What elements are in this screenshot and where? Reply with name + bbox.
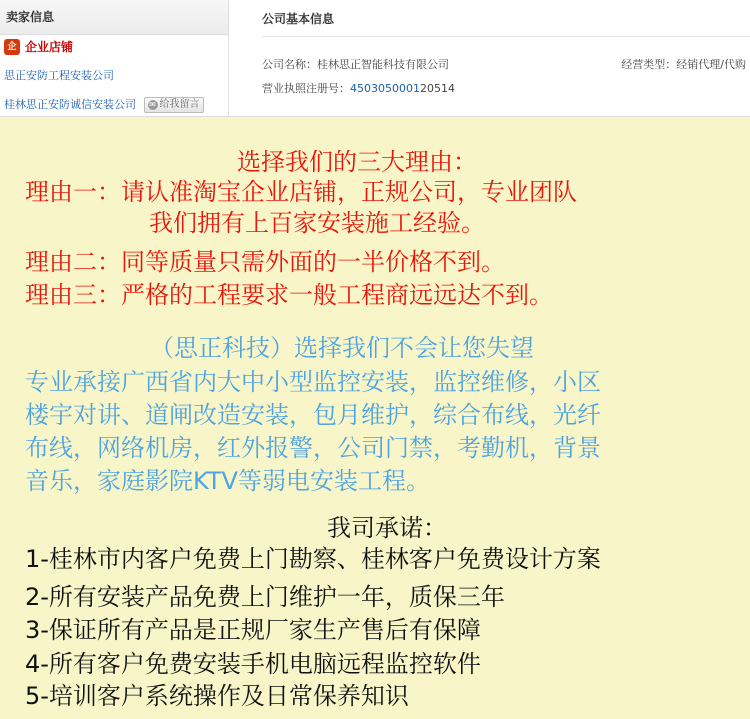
promise-item-3: 3-保证所有产品是正规厂家生产售后有保障 [25, 616, 481, 644]
seller-info-header: 卖家信息 [0, 0, 228, 35]
reason-2: 理由二：同等质量只需外面的一半价格不到。 [25, 248, 505, 276]
promo-banner [0, 116, 750, 719]
license-number-part2: 20514 [420, 82, 455, 95]
company-basic-info [262, 0, 750, 116]
reason-1-line-2: 我们拥有上百家安装施工经验。 [149, 209, 485, 237]
company-name-label: 公司名称： [262, 58, 317, 71]
business-type-value: 经销代理/代购 [676, 58, 746, 71]
promise-item-2: 2-所有安装产品免费上门维护一年，质保三年 [25, 583, 505, 611]
company-link-1[interactable]: 思正安防工程安装公司 [4, 69, 114, 82]
service-line-4: 音乐，家庭影院KTV等弱电安装工程。 [25, 467, 430, 495]
enterprise-shop-icon: 企 [4, 39, 20, 55]
reason-1-line-1: 理由一：请认准淘宝企业店铺，正规公司，专业团队 [25, 178, 577, 206]
business-type-row [621, 56, 746, 72]
leave-message-button[interactable] [144, 97, 204, 113]
leave-message-label: 给我留言 [159, 99, 200, 110]
company-name-row [262, 56, 449, 72]
license-label: 营业执照注册号： [262, 82, 350, 95]
license-row [262, 80, 455, 96]
promise-heading: 我司承诺： [327, 514, 447, 542]
service-line-2: 楼宇对讲、道闸改造安装，包月维护，综合布线，光纤 [25, 401, 601, 429]
store-info-bar [0, 0, 750, 116]
license-number-part1: 4503050001 [350, 82, 420, 95]
service-line-1: 专业承接广西省内大中小型监控安装，监控维修，小区 [25, 368, 601, 396]
promise-item-4: 4-所有客户免费安装手机电脑远程监控软件 [25, 650, 481, 678]
business-type-label: 经营类型： [621, 58, 677, 71]
message-icon: ✉ [149, 100, 156, 109]
enterprise-shop-badge[interactable] [4, 38, 73, 55]
promise-item-5: 5-培训客户系统操作及日常保养知识 [25, 682, 409, 710]
service-heading: （思正科技）选择我们不会让您失望 [150, 334, 534, 362]
company-link-2 [4, 96, 204, 113]
company-name-value: 桂林思正智能科技有限公司 [317, 58, 449, 71]
reasons-heading: 选择我们的三大理由： [237, 148, 477, 176]
reason-3: 理由三：严格的工程要求一般工程商远远达不到。 [25, 281, 553, 309]
company-info-title: 公司基本信息 [262, 12, 335, 26]
seller-info-panel [0, 0, 229, 116]
promise-item-1: 1-桂林市内客户免费上门勘察、桂林客户免费设计方案 [25, 545, 601, 573]
company-link-2-text[interactable]: 桂林思正安防诚信安装公司 [4, 98, 136, 111]
service-line-3: 布线，网络机房，红外报警，公司门禁，考勤机，背景 [25, 434, 601, 462]
divider [262, 36, 750, 37]
enterprise-shop-label: 企业店铺 [25, 40, 74, 54]
